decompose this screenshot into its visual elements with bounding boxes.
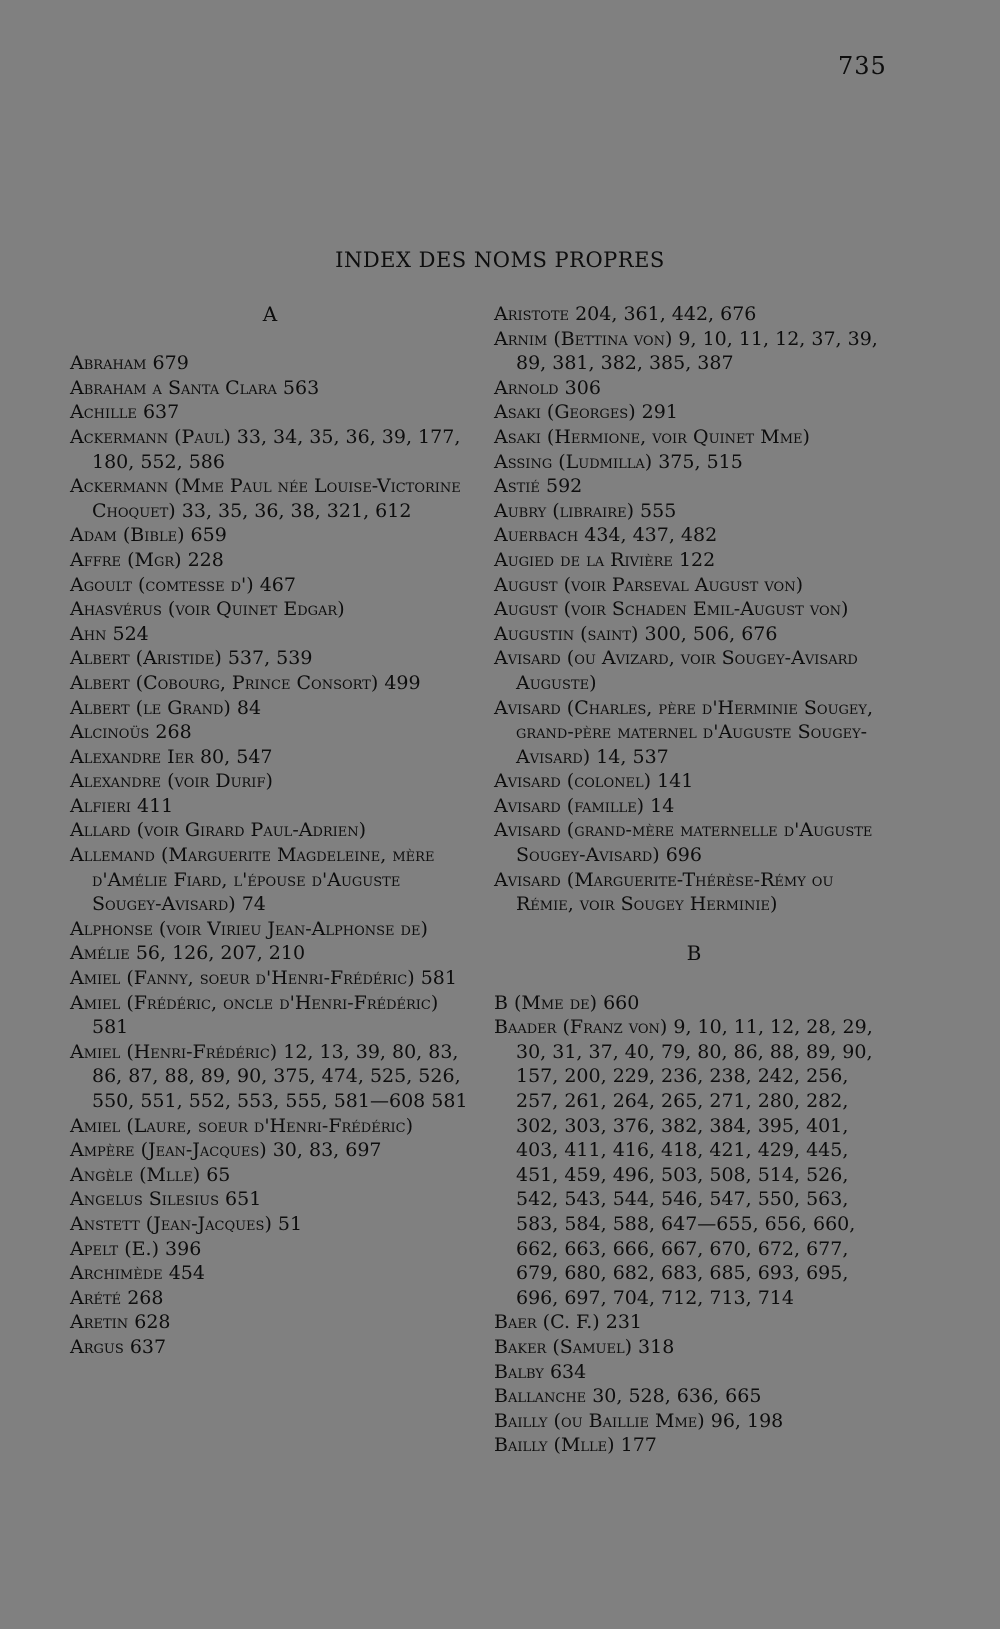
entry-list-right-b: [494, 991, 894, 1458]
entry-pages: 537, 539: [227, 647, 313, 670]
entry-name: Amiel (Laure, soeur d'Henri-Frédéric): [70, 1114, 413, 1137]
entry-name: Affre (Mgr): [70, 548, 182, 571]
index-entry: [494, 696, 894, 770]
index-entry: [70, 966, 470, 991]
entry-name: Alcinoüs: [70, 721, 150, 744]
entry-name: Baker (Samuel): [494, 1335, 632, 1358]
index-entry: [70, 843, 470, 917]
index-entry: [70, 1310, 470, 1335]
entry-name: Archimède: [70, 1262, 163, 1285]
index-entry: [70, 1212, 470, 1237]
entry-name: Aretin: [70, 1311, 129, 1334]
index-entry: [70, 351, 470, 376]
entry-pages: 581: [92, 1016, 129, 1039]
entry-name: Avisard (colonel): [494, 770, 652, 793]
index-entry: [494, 499, 894, 524]
entry-pages: 268: [155, 721, 192, 744]
index-entry: [70, 400, 470, 425]
entry-name: Allemand (Marguerite Magdeleine, mère d'Amélie Fiard, l'épouse d'Auguste Sougey-Avisard): [70, 844, 435, 916]
index-entry: [494, 1360, 894, 1385]
entry-name: Alphonse (voir Virieu Jean-Alphonse de): [70, 917, 428, 940]
index-entry: [70, 597, 470, 622]
entry-pages: 51: [277, 1212, 303, 1235]
entry-name: Augustin (saint): [494, 622, 639, 645]
entry-name: Allard (voir Girard Paul-Adrien): [70, 819, 367, 842]
entry-pages: 9, 10, 11, 12, 37, 39, 89, 381, 382, 385, 387: [516, 327, 878, 375]
index-entry: [70, 1114, 470, 1139]
index-entry: [70, 745, 470, 770]
index-entry: [70, 991, 470, 1040]
entry-name: Aubry (libraire): [494, 499, 634, 522]
entry-name: Alexandre Ier: [70, 745, 194, 768]
index-entry: [494, 376, 894, 401]
entry-pages: 30, 83, 697: [272, 1139, 382, 1162]
entry-name: Bailly (ou Baillie Mme): [494, 1409, 705, 1432]
entry-pages: 696: [665, 844, 702, 867]
entry-name: Argus: [70, 1335, 124, 1358]
index-entry: [70, 794, 470, 819]
index-entry: [494, 1409, 894, 1434]
index-entry: [494, 548, 894, 573]
index-entry: [494, 573, 894, 598]
entry-name: Alexandre (voir Durif): [70, 770, 273, 793]
entry-pages: 30, 528, 636, 665: [592, 1385, 762, 1408]
index-entry: [494, 1433, 894, 1458]
entry-pages: 634: [549, 1360, 587, 1383]
entry-list-left: [70, 351, 470, 1359]
index-entry: [494, 1310, 894, 1335]
entry-pages: 14: [650, 794, 675, 817]
entry-pages: 434, 437, 482: [584, 524, 718, 547]
entry-name: Apelt (E.): [70, 1237, 159, 1260]
index-entry: [70, 474, 470, 523]
entry-name: Avisard (Charles, père d'Herminie Sougey, grand-père maternel d'Auguste Sougey-Avisard): [494, 696, 874, 768]
entry-name: Albert (le Grand): [70, 696, 231, 719]
entry-pages: 563: [282, 376, 320, 399]
entry-name: Arété: [70, 1286, 122, 1309]
entry-pages: 637: [142, 401, 180, 424]
entry-pages: 14, 537: [596, 745, 669, 768]
entry-name: Abraham a Santa Clara: [70, 376, 277, 399]
entry-name: Augied de la Rivière: [494, 548, 673, 571]
entry-pages: 660: [603, 991, 640, 1014]
entry-name: Arnim (Bettina von): [494, 327, 673, 350]
entry-pages: 33, 34, 35, 36, 39, 177, 180, 552, 586: [92, 425, 461, 473]
entry-name: Ampère (Jean-Jacques): [70, 1139, 267, 1162]
entry-pages: 65: [206, 1163, 231, 1186]
index-entry: [494, 400, 894, 425]
index-entry: [70, 1335, 470, 1360]
entry-pages: 454: [168, 1262, 205, 1285]
entry-name: Ahn: [70, 622, 107, 645]
index-entry: [70, 1286, 470, 1311]
entry-name: Avisard (Marguerite-Thérèse-Rémy ou Rémie, voir Sougey Herminie): [494, 868, 834, 916]
index-entry: [70, 523, 470, 548]
index-entry: [494, 646, 894, 695]
right-column: [494, 302, 894, 1458]
index-entry: [494, 794, 894, 819]
index-entry: [70, 769, 470, 794]
entry-name: Agoult (comtesse d'): [70, 573, 254, 596]
entry-name: Alfieri: [70, 794, 131, 817]
entry-pages: 228: [187, 548, 224, 571]
entry-pages: 499: [384, 671, 421, 694]
entry-pages: 679: [152, 352, 189, 375]
entry-pages: 96, 198: [710, 1409, 784, 1432]
entry-pages: 80, 547: [199, 745, 273, 768]
index-entry: [494, 327, 894, 376]
entry-pages: 467: [259, 573, 296, 596]
entry-pages: 592: [545, 475, 583, 498]
entry-pages: 268: [127, 1286, 164, 1309]
entry-name: Ackermann (Paul): [70, 425, 231, 448]
index-entry: [70, 425, 470, 474]
entry-pages: 12, 13, 39, 80, 83, 86, 87, 88, 89, 90, 375, 474, 525, 526, 550, 551, 552, 553, 555, 581—608 581: [92, 1040, 468, 1112]
index-entry: [70, 720, 470, 745]
index-entry: [494, 474, 894, 499]
index-entry: [70, 1040, 470, 1114]
entry-name: Albert (Aristide): [70, 647, 222, 670]
index-entry: [494, 818, 894, 867]
entry-name: Arnold: [494, 376, 559, 399]
index-entry: [70, 1261, 470, 1286]
entry-pages: 659: [190, 524, 227, 547]
section-letter-b: B: [686, 941, 702, 966]
index-entry: [494, 1015, 894, 1310]
section-letter-a: A: [262, 302, 278, 326]
entry-name: Aristote: [494, 303, 570, 325]
entry-name: Ackermann (Mme Paul née Louise-Victorine Choquet): [70, 475, 461, 522]
entry-name: Asaki (Georges): [494, 401, 636, 424]
entry-name: Asaki (Hermione, voir Quinet Mme): [494, 425, 810, 448]
index-entry: [494, 1335, 894, 1360]
index-entry: [70, 671, 470, 696]
index-entry: [494, 450, 894, 475]
entry-name: B (Mme de): [494, 991, 598, 1014]
index-entry: [70, 917, 470, 942]
index-entry: [70, 1138, 470, 1163]
entry-name: Amiel (Fanny, soeur d'Henri-Frédéric): [70, 967, 415, 990]
entry-name: Auerbach: [494, 524, 579, 547]
entry-name: August (voir Parseval August von): [494, 573, 803, 596]
entry-pages: 651: [225, 1188, 262, 1211]
entry-name: August (voir Schaden Emil-August von): [494, 598, 849, 621]
index-entry: [70, 818, 470, 843]
entry-name: Amiel (Frédéric, oncle d'Henri-Frédéric): [70, 991, 439, 1014]
index-entry: [70, 573, 470, 598]
entry-pages: 141: [657, 770, 694, 793]
index-entry: [494, 622, 894, 647]
entry-pages: 396: [165, 1237, 202, 1260]
index-entry: [70, 1237, 470, 1262]
entry-name: Bailly (Mlle): [494, 1434, 615, 1457]
entry-pages: 637: [129, 1335, 167, 1358]
entry-pages: 524: [112, 622, 149, 645]
index-entry: [70, 622, 470, 647]
entry-name: Adam (Bible): [70, 524, 185, 547]
entry-name: Achille: [70, 401, 137, 424]
index-entry: [494, 523, 894, 548]
entry-name: Astié: [494, 475, 540, 498]
page-number: 735: [838, 52, 887, 80]
index-title: INDEX DES NOMS PROPRES: [335, 248, 665, 272]
entry-name: Baader (Franz von): [494, 1016, 668, 1039]
entry-name: Avisard (famille): [494, 794, 645, 817]
entry-name: Abraham: [70, 352, 147, 375]
entry-pages: 318: [638, 1335, 675, 1358]
entry-pages: 231: [605, 1311, 643, 1334]
entry-pages: 300, 506, 676: [644, 622, 778, 645]
index-entry: [494, 991, 894, 1016]
entry-pages: 411: [136, 794, 174, 817]
index-entry: [70, 1163, 470, 1188]
left-column: [70, 302, 470, 1360]
entry-pages: 74: [241, 893, 266, 916]
entry-pages: 122: [678, 548, 716, 571]
entry-name: Angèle (Mlle): [70, 1163, 201, 1186]
entry-name: Angelus Silesius: [70, 1188, 219, 1211]
entry-name: Amiel (Henri-Frédéric): [70, 1040, 278, 1063]
index-entry: [70, 548, 470, 573]
index-entry: [494, 868, 894, 917]
entry-pages: 291: [641, 401, 678, 424]
index-entry: [70, 1187, 470, 1212]
entry-pages: 555: [640, 499, 677, 522]
entry-name: Balby: [494, 1360, 544, 1383]
entry-name: Amélie: [70, 942, 130, 965]
entry-name: Ahasvérus (voir Quinet Edgar): [70, 598, 345, 621]
index-entry: [70, 376, 470, 401]
entry-name: Anstett (Jean-Jacques): [70, 1212, 272, 1235]
index-entry: [494, 302, 894, 327]
index-entry: [494, 425, 894, 450]
entry-name: Albert (Cobourg, Prince Consort): [70, 671, 379, 694]
entry-name: Avisard (grand-mère maternelle d'Auguste Sougey-Avisard): [494, 819, 873, 867]
entry-name: Avisard (ou Avizard, voir Sougey-Avisard Auguste): [494, 647, 858, 694]
entry-pages: 204, 361, 442, 676: [575, 303, 757, 325]
entry-list-right-a: [494, 302, 894, 917]
entry-pages: 56, 126, 207, 210: [135, 942, 306, 965]
index-entry: [70, 696, 470, 721]
entry-pages: 581: [420, 967, 457, 990]
entry-name: Assing (Ludmilla): [494, 450, 653, 473]
entry-name: Baer (C. F.): [494, 1311, 600, 1334]
entry-pages: 9, 10, 11, 12, 28, 29, 30, 31, 37, 40, 79, 80, 86, 88, 89, 90, 157, 200, 229, 236, 238, 242, 256, 257, 261, 264, 265, 271, 280, 282, 302, 303, 376, 382, 384, 395, 401, 403, 411, 416, 418, 421, 429, 445, 451, 459, 496, 503, 508, 514, 526, 542, 543, 544, 546, 547, 550, 563, 583, 584, 588, 647—655, 656, 660, 662, 663, 666, 667, 670, 672, 677, 679, 680, 682, 683, 685, 693, 695, 696, 697, 704, 712, 713, 714: [516, 1016, 873, 1309]
index-entry: [70, 646, 470, 671]
entry-pages: 177: [620, 1434, 657, 1457]
index-entry: [494, 769, 894, 794]
index-entry: [494, 597, 894, 622]
entry-pages: 33, 35, 36, 38, 321, 612: [181, 499, 412, 522]
entry-pages: 84: [236, 696, 262, 719]
index-entry: [70, 941, 470, 966]
entry-pages: 306: [564, 376, 601, 399]
entry-name: Ballanche: [494, 1385, 587, 1408]
index-entry: [494, 1384, 894, 1409]
entry-pages: 375, 515: [658, 450, 743, 473]
entry-pages: 628: [134, 1311, 171, 1334]
